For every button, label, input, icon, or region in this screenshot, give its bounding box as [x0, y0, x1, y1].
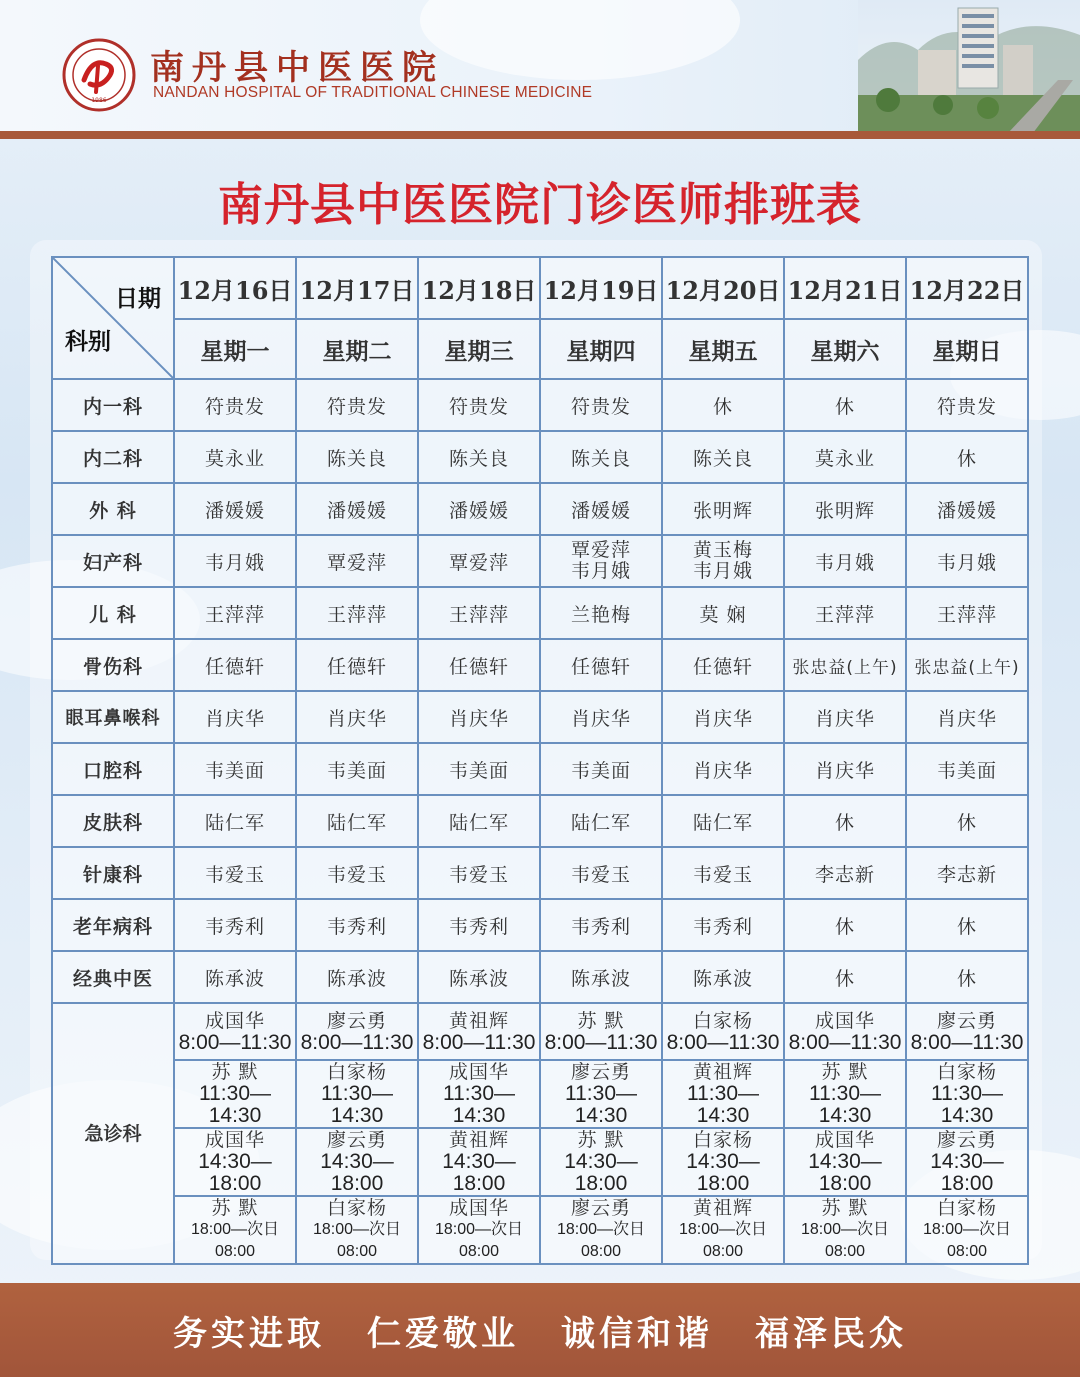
table-row — [52, 587, 1028, 639]
shift-time: 11:30—14:30 — [565, 1082, 637, 1127]
schedule-cell: 肖庆华 — [662, 691, 784, 743]
page-title: 南丹县中医医院门诊医师排班表 — [217, 178, 862, 231]
schedule-cell: 休 — [906, 795, 1028, 847]
table-row — [52, 379, 1028, 431]
schedule-cell: 休 — [784, 951, 906, 1003]
shift-time: 8:00—11:30 — [422, 1030, 536, 1054]
doctor-name: 廖云勇 — [570, 1061, 631, 1083]
doctor-name: 苏 默 — [577, 1009, 625, 1032]
schedule-cell: 韦秀利 — [296, 899, 418, 951]
shift-time: 14:30—18:00 — [686, 1150, 760, 1195]
schedule-cell: 潘媛媛 — [540, 483, 662, 535]
footer-banner — [0, 1283, 1080, 1377]
schedule-cell: 休 — [906, 431, 1028, 483]
schedule-cell: 肖庆华 — [906, 691, 1028, 743]
emergency-cell — [296, 1060, 418, 1128]
corner-diagonal-line — [53, 258, 175, 380]
shift-time: 14:30—18:00 — [198, 1150, 272, 1195]
date-header: 12月20日 — [662, 257, 784, 319]
shift-time: 8:00—11:30 — [788, 1030, 902, 1054]
shift-time: 11:30—14:30 — [931, 1082, 1003, 1127]
weekday-header: 星期二 — [296, 319, 418, 379]
cloud-decoration — [420, 0, 740, 80]
corner-date-label: 日期 — [115, 286, 161, 312]
doctor-name: 覃爱萍 — [570, 539, 631, 561]
schedule-cell: 韦月娥 — [906, 535, 1028, 587]
schedule-cell: 肖庆华 — [662, 743, 784, 795]
doctor-name: 廖云勇 — [936, 1009, 997, 1032]
schedule-cell: 陆仁军 — [540, 795, 662, 847]
emergency-cell — [906, 1060, 1028, 1128]
schedule-cell: 韦月娥 — [784, 535, 906, 587]
weekday-header: 星期五 — [662, 319, 784, 379]
emergency-cell — [662, 1060, 784, 1128]
shift-time: 14:30—18:00 — [442, 1150, 516, 1195]
doctor-name: 黄祖辉 — [448, 1129, 509, 1151]
schedule-cell: 任德轩 — [174, 639, 296, 691]
shift-time: 18:00—次日08:00 — [312, 1221, 402, 1260]
schedule-cell: 覃爱萍 — [296, 535, 418, 587]
department-name: 内一科 — [52, 379, 174, 431]
emergency-row — [52, 1003, 1028, 1060]
schedule-cell: 符贵发 — [296, 379, 418, 431]
emergency-cell — [906, 1003, 1028, 1060]
schedule-cell: 休 — [784, 899, 906, 951]
doctor-name: 廖云勇 — [326, 1129, 387, 1151]
emergency-rows — [52, 1003, 1028, 1264]
emergency-cell — [540, 1060, 662, 1128]
schedule-cell: 韦美面 — [174, 743, 296, 795]
doctor-name: 廖云勇 — [570, 1197, 631, 1219]
schedule-cell: 韦爱玉 — [540, 847, 662, 899]
shift-time: 8:00—11:30 — [544, 1030, 658, 1054]
schedule-cell — [540, 535, 662, 587]
emergency-cell — [662, 1003, 784, 1060]
emergency-cell — [174, 1128, 296, 1196]
schedule-cell: 陈关良 — [296, 431, 418, 483]
emergency-row — [52, 1196, 1028, 1264]
schedule-cell: 王萍萍 — [906, 587, 1028, 639]
schedule-cell: 韦爱玉 — [418, 847, 540, 899]
emergency-row — [52, 1060, 1028, 1128]
schedule-cell: 陈关良 — [662, 431, 784, 483]
slogan: 诚信和谐 — [561, 1313, 713, 1354]
slogan: 福泽民众 — [755, 1313, 907, 1354]
schedule-cell: 张明辉 — [662, 483, 784, 535]
department-name: 经典中医 — [52, 951, 174, 1003]
shift-time: 14:30—18:00 — [930, 1150, 1004, 1195]
schedule-cell: 韦爱玉 — [296, 847, 418, 899]
emergency-cell — [418, 1196, 540, 1264]
date-header: 12月21日 — [784, 257, 906, 319]
table-corner-header — [52, 257, 174, 379]
doctor-name: 廖云勇 — [326, 1009, 387, 1032]
emergency-cell — [906, 1128, 1028, 1196]
doctor-name: 白家杨 — [326, 1061, 387, 1083]
schedule-cell: 李志新 — [906, 847, 1028, 899]
schedule-cell: 任德轩 — [296, 639, 418, 691]
schedule-cell: 陆仁军 — [662, 795, 784, 847]
shift-time: 11:30—14:30 — [809, 1082, 881, 1127]
schedule-cell: 休 — [784, 379, 906, 431]
shift-time: 14:30—18:00 — [808, 1150, 882, 1195]
hospital-name-en: NANDAN HOSPITAL OF TRADITIONAL CHINESE MEDICINE — [153, 84, 593, 101]
doctor-name: 韦月娥 — [570, 560, 631, 582]
doctor-name: 黄祖辉 — [692, 1061, 753, 1083]
schedule-cell: 韦爱玉 — [174, 847, 296, 899]
date-header: 12月19日 — [540, 257, 662, 319]
schedule-cell: 王萍萍 — [784, 587, 906, 639]
weekday-header: 星期四 — [540, 319, 662, 379]
emergency-cell — [784, 1128, 906, 1196]
table-row — [52, 639, 1028, 691]
emergency-cell — [174, 1060, 296, 1128]
shift-time: 14:30—18:00 — [320, 1150, 394, 1195]
schedule-cell: 莫永业 — [784, 431, 906, 483]
date-header: 12月18日 — [418, 257, 540, 319]
schedule-cell: 潘媛媛 — [296, 483, 418, 535]
schedule-cell: 韦秀利 — [662, 899, 784, 951]
schedule-cell: 任德轩 — [418, 639, 540, 691]
doctor-name: 白家杨 — [692, 1009, 753, 1032]
table-row — [52, 795, 1028, 847]
shift-time: 8:00—11:30 — [300, 1030, 414, 1054]
footer-slogans — [0, 1283, 1080, 1377]
department-name: 儿 科 — [52, 587, 174, 639]
schedule-cell: 韦爱玉 — [662, 847, 784, 899]
schedule-cell: 陈承波 — [418, 951, 540, 1003]
schedule-cell: 韦秀利 — [540, 899, 662, 951]
schedule-cell: 陈承波 — [174, 951, 296, 1003]
shift-time: 18:00—次日08:00 — [556, 1221, 646, 1260]
schedule-cell: 潘媛媛 — [906, 483, 1028, 535]
schedule-cell: 符贵发 — [906, 379, 1028, 431]
table-row — [52, 535, 1028, 587]
schedule-cell: 韦月娥 — [174, 535, 296, 587]
doctor-name: 廖云勇 — [936, 1129, 997, 1151]
emergency-cell — [296, 1003, 418, 1060]
schedule-cell: 任德轩 — [540, 639, 662, 691]
emergency-cell — [784, 1060, 906, 1128]
table-row — [52, 743, 1028, 795]
schedule-cell: 张明辉 — [784, 483, 906, 535]
schedule-cell — [662, 535, 784, 587]
doctor-name: 白家杨 — [936, 1197, 997, 1219]
schedule-cell: 韦美面 — [906, 743, 1028, 795]
emergency-cell — [540, 1196, 662, 1264]
doctor-name: 黄祖辉 — [692, 1197, 753, 1219]
schedule-cell: 休 — [906, 899, 1028, 951]
schedule-cell: 韦美面 — [540, 743, 662, 795]
schedule-cell: 休 — [784, 795, 906, 847]
doctor-name: 成国华 — [204, 1009, 265, 1032]
doctor-name: 白家杨 — [326, 1197, 387, 1219]
shift-time: 18:00—次日08:00 — [190, 1221, 280, 1260]
department-name: 妇产科 — [52, 535, 174, 587]
table-row — [52, 431, 1028, 483]
schedule-cell: 王萍萍 — [174, 587, 296, 639]
doctor-name: 苏 默 — [211, 1197, 259, 1219]
department-name: 皮肤科 — [52, 795, 174, 847]
schedule-cell: 肖庆华 — [540, 691, 662, 743]
doctor-name: 苏 默 — [821, 1061, 869, 1083]
table-row — [52, 691, 1028, 743]
header-banner — [0, 0, 1080, 133]
emergency-cell — [418, 1060, 540, 1128]
schedule-cell: 陆仁军 — [418, 795, 540, 847]
hospital-logo — [62, 38, 136, 112]
schedule-cell: 肖庆华 — [296, 691, 418, 743]
schedule-cell: 王萍萍 — [418, 587, 540, 639]
department-name: 口腔科 — [52, 743, 174, 795]
department-name: 急诊科 — [52, 1003, 174, 1264]
emergency-cell — [784, 1003, 906, 1060]
table-row — [52, 951, 1028, 1003]
schedule-cell: 陈承波 — [540, 951, 662, 1003]
doctor-name: 苏 默 — [211, 1061, 259, 1083]
emergency-cell — [418, 1003, 540, 1060]
schedule-cell: 符贵发 — [418, 379, 540, 431]
department-name: 老年病科 — [52, 899, 174, 951]
schedule-cell: 潘媛媛 — [418, 483, 540, 535]
slogan: 仁爱敬业 — [367, 1313, 519, 1354]
schedule-cell: 肖庆华 — [784, 691, 906, 743]
weekday-header: 星期一 — [174, 319, 296, 379]
svg-text:1986: 1986 — [91, 97, 107, 104]
emergency-cell — [662, 1128, 784, 1196]
emergency-cell — [296, 1128, 418, 1196]
header-divider — [0, 131, 1080, 139]
department-rows — [52, 379, 1028, 1003]
schedule-cell: 陈关良 — [540, 431, 662, 483]
doctor-name: 黄祖辉 — [448, 1009, 509, 1032]
schedule-cell: 韦美面 — [296, 743, 418, 795]
emergency-cell — [418, 1128, 540, 1196]
shift-time: 18:00—次日08:00 — [800, 1221, 890, 1260]
schedule-cell: 韦秀利 — [174, 899, 296, 951]
schedule-cell: 陆仁军 — [174, 795, 296, 847]
department-name: 外 科 — [52, 483, 174, 535]
emergency-row — [52, 1128, 1028, 1196]
emergency-cell — [540, 1003, 662, 1060]
emergency-cell — [296, 1196, 418, 1264]
hospital-building-photo — [858, 0, 1080, 133]
department-name: 内二科 — [52, 431, 174, 483]
schedule-cell: 覃爱萍 — [418, 535, 540, 587]
shift-time: 11:30—14:30 — [199, 1082, 271, 1127]
shift-time: 11:30—14:30 — [687, 1082, 759, 1127]
weekday-header-weekend: 星期六 — [784, 319, 906, 379]
schedule-cell: 莫永业 — [174, 431, 296, 483]
schedule-cell: 韦美面 — [418, 743, 540, 795]
schedule-cell: 潘媛媛 — [174, 483, 296, 535]
doctor-name: 成国华 — [448, 1061, 509, 1083]
department-name: 眼耳鼻喉科 — [52, 691, 174, 743]
schedule-cell: 李志新 — [784, 847, 906, 899]
doctor-name: 白家杨 — [692, 1129, 753, 1151]
table-row — [52, 899, 1028, 951]
schedule-cell: 陈承波 — [662, 951, 784, 1003]
schedule-cell: 肖庆华 — [174, 691, 296, 743]
table-row — [52, 483, 1028, 535]
doctor-name: 苏 默 — [577, 1129, 625, 1151]
table-row — [52, 847, 1028, 899]
weekday-header: 星期三 — [418, 319, 540, 379]
schedule-cell: 肖庆华 — [784, 743, 906, 795]
corner-dept-label: 科别 — [65, 329, 111, 355]
shift-time: 11:30—14:30 — [321, 1082, 393, 1127]
schedule-cell: 陆仁军 — [296, 795, 418, 847]
shift-time: 14:30—18:00 — [564, 1150, 638, 1195]
date-header: 12月22日 — [906, 257, 1028, 319]
date-header: 12月17日 — [296, 257, 418, 319]
schedule-cell: 符贵发 — [540, 379, 662, 431]
doctor-name: 苏 默 — [821, 1197, 869, 1219]
shift-time: 11:30—14:30 — [443, 1082, 515, 1127]
hospital-name-cn: 南丹县中医医院 — [150, 48, 444, 88]
weekday-header-weekend: 星期日 — [906, 319, 1028, 379]
schedule-cell: 韦秀利 — [418, 899, 540, 951]
shift-time: 8:00—11:30 — [178, 1030, 292, 1054]
shift-time: 8:00—11:30 — [910, 1030, 1024, 1054]
schedule-cell: 肖庆华 — [418, 691, 540, 743]
date-header: 12月16日 — [174, 257, 296, 319]
emergency-cell — [662, 1196, 784, 1264]
doctor-name: 成国华 — [448, 1197, 509, 1219]
department-name: 针康科 — [52, 847, 174, 899]
emergency-cell — [174, 1196, 296, 1264]
doctor-name: 成国华 — [814, 1129, 875, 1151]
doctor-name: 成国华 — [204, 1129, 265, 1151]
schedule-cell: 兰艳梅 — [540, 587, 662, 639]
slogan: 务实进取 — [173, 1313, 325, 1354]
emergency-cell — [906, 1196, 1028, 1264]
schedule-cell: 张忠益(上午) — [906, 639, 1028, 691]
doctor-name: 韦月娥 — [692, 560, 753, 582]
doctor-name: 黄玉梅 — [692, 539, 753, 561]
emergency-cell — [174, 1003, 296, 1060]
schedule-cell: 符贵发 — [174, 379, 296, 431]
schedule-cell: 张忠益(上午) — [784, 639, 906, 691]
department-name: 骨伤科 — [52, 639, 174, 691]
doctor-name: 成国华 — [814, 1009, 875, 1032]
shift-time: 18:00—次日08:00 — [678, 1221, 768, 1260]
schedule-cell: 陈关良 — [418, 431, 540, 483]
schedule-cell: 陈承波 — [296, 951, 418, 1003]
shift-time: 18:00—次日08:00 — [434, 1221, 524, 1260]
schedule-cell: 莫 娴 — [662, 587, 784, 639]
schedule-cell: 任德轩 — [662, 639, 784, 691]
schedule-table — [51, 256, 1029, 1265]
doctor-name: 白家杨 — [936, 1061, 997, 1083]
schedule-cell: 休 — [662, 379, 784, 431]
shift-time: 18:00—次日08:00 — [922, 1221, 1012, 1260]
schedule-cell: 王萍萍 — [296, 587, 418, 639]
shift-time: 8:00—11:30 — [666, 1030, 780, 1054]
schedule-cell: 休 — [906, 951, 1028, 1003]
emergency-cell — [784, 1196, 906, 1264]
emergency-cell — [540, 1128, 662, 1196]
